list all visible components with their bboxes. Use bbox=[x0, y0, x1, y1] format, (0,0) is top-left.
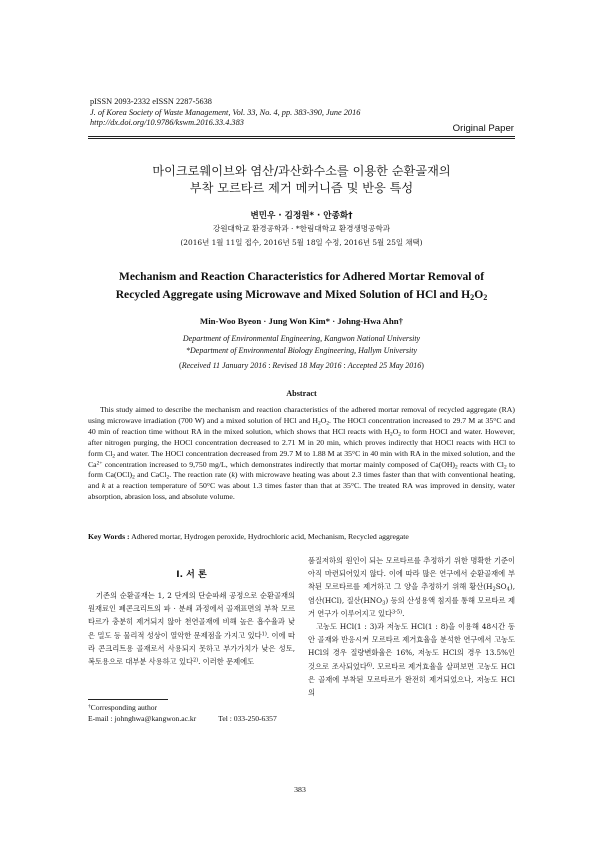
header-rule-bottom bbox=[88, 138, 515, 139]
korean-affiliations: 강원대학교 환경공학과 · *한림대학교 환경생명공학과 bbox=[212, 224, 391, 233]
affiliation-1: Department of Environmental Engineering, Kangwon National University bbox=[182, 334, 421, 343]
author-email[interactable]: E-mail : johnghwa@kangwon.ac.kr bbox=[88, 713, 197, 723]
right-paragraph-2: 고농도 HCl(1 : 3)과 저농도 HCl(1 : 8)을 이용해 48시간 동안 골재와 반응시켜 모르타르 제거효율을 분석한 연구에서 고농도 HCl의 경우 질량변화율은 16%, 저농도 HCl의 경우 13.5%인 것으로 조사되었다$^{6)}$. 모르타르 제거효율을 살펴보면 고농도 HCl은 골재에 부착된 모르타르가 완전히 제거되었으나, 저농도 HCl의 bbox=[308, 622, 515, 698]
issn-line: pISSN 2093-2332 eISSN 2287-5638 bbox=[90, 97, 212, 106]
journal-header bbox=[90, 97, 515, 129]
korean-authors: 변민우 · 김정원* · 안종화† bbox=[250, 211, 353, 221]
corresponding-author-footnote bbox=[88, 703, 298, 724]
page-number: 383 bbox=[294, 785, 306, 794]
english-authors: Min-Woo Byeon · Jung Won Kim* · Johng-Hwa Ahn† bbox=[199, 316, 404, 326]
footnote-line2 bbox=[88, 714, 298, 725]
section-heading-introduction: I. 서 론 bbox=[176, 570, 207, 580]
doi-link[interactable]: http://dx.doi.org/10.9786/kswm.2016.33.4.383 bbox=[90, 118, 244, 128]
english-title-line2: Recycled Aggregate using Microwave and Mixed Solution of HCl and $H_2O_2$ bbox=[115, 287, 488, 302]
english-title-line1: Mechanism and Reaction Characteristics for Adhered Mortar Removal of bbox=[118, 270, 485, 283]
header-rule-top bbox=[88, 136, 515, 137]
korean-title-line1: 마이크로웨이브와 염산/과산화수소를 이용한 순환골재의 bbox=[152, 164, 451, 178]
footnote-rule bbox=[88, 699, 168, 700]
right-paragraph-1: 품질저하의 원인이 되는 모르타르를 추정하기 위한 명확한 기준이 아직 마련되어있지 않다. 이에 따라 많은 연구에서 순환골재에 부착된 모르타르를 제거하고 그 양을 추정하기 위해 황산$(H_2SO_4)$, 염산(HCl), 질산$(HNO_3)$ 등의 산성용액 침지를 통해 모르타르 제거 연구가 이루어지고 있다$^{3-5)}$. bbox=[308, 556, 515, 618]
korean-title bbox=[88, 163, 515, 197]
body-right-column bbox=[308, 554, 515, 699]
abstract-body: This study aimed to describe the mechanism and reaction characteristics of the adhered mortar removal of recycled aggregate (RA) using microwave irradiation (700 W) and a mixed solution of HCl and $H_2O_2$. The HOCl concentration increased to 29.7 M at 35°C and 40 min of reaction time without RA in the mixed solution, which shows that HCl reacts with $H_2O_2$ to form HOCl and water. However, after nitrogen purging, the HOCl concentration decreased to 2.71 M in 20 min, which proves indirectly that HOCl reacts with HCl to form $Cl_2$ and water. The HOCl concentration decreased from 29.7 M to 1.88 M at 35°C in 40 min with RA in the mixed solution, and the $Ca^{2+}$ concentration increased to 9,750 mg/L, which demonstrates indirectly that mortar mainly composed of $Ca(OH)_2$ reacts with $Cl_2$ to form $Ca(OCl)_2$ and CaCl$_2$. The reaction rate (k) with microwave heating was about 2.3 times faster than that with conventional heating, and k at a reaction temperature of 50°C was about 1.3 times faster than that at 35°C. The treated RA was improved in density, water absorption, abrasion loss, and absolute volume. bbox=[88, 405, 516, 502]
author-phone: Tel : 033-250-6357 bbox=[218, 713, 277, 723]
journal-citation: J. of Korea Society of Waste Management, Vol. 33, No. 4, pp. 383-390, June 2016 bbox=[90, 107, 361, 117]
english-dates: (Received 11 January 2016 : Revised 18 May 2016 : Accepted 25 May 2016) bbox=[179, 361, 424, 370]
paper-type-label: Original Paper bbox=[452, 123, 514, 134]
english-title bbox=[80, 268, 523, 303]
keywords: Key Words : Adhered mortar, Hydrogen peroxide, Hydrochloric acid, Mechanism, Recycled aggregate bbox=[88, 532, 409, 541]
korean-title-line2: 부착 모르타르 제거 메커니즘 및 반응 특성 bbox=[189, 181, 414, 195]
abstract-heading: Abstract bbox=[286, 389, 317, 398]
footnote-line1: †Corresponding author bbox=[88, 703, 158, 712]
korean-dates: (2016년 1월 11일 접수, 2016년 5월 18일 수정, 2016년 5월 25일 채택) bbox=[180, 238, 423, 247]
body-left-column: 기존의 순환골재는 1, 2 단계의 단순파쇄 공정으로 순환골재의 원재료인 폐콘크리트의 파 · 분쇄 과정에서 골재표면의 부착 모르타르가 충분히 제거되지 않아 천연골재에 비해 높은 흡수율과 낮은 밀도 등 물리적 성상이 열악한 문제점을 가지고 있다$^{1)}$. 이에 따라 콘크리트용 골재로서 사용되지 못하고 부가가치가 낮은 성토, 복토용으로 대부분 사용하고 있다$^{2)}$. 이러한 문제에도 bbox=[88, 591, 295, 667]
affiliation-2: *Department of Environmental Biology Engineering, Hallym University bbox=[186, 346, 417, 355]
